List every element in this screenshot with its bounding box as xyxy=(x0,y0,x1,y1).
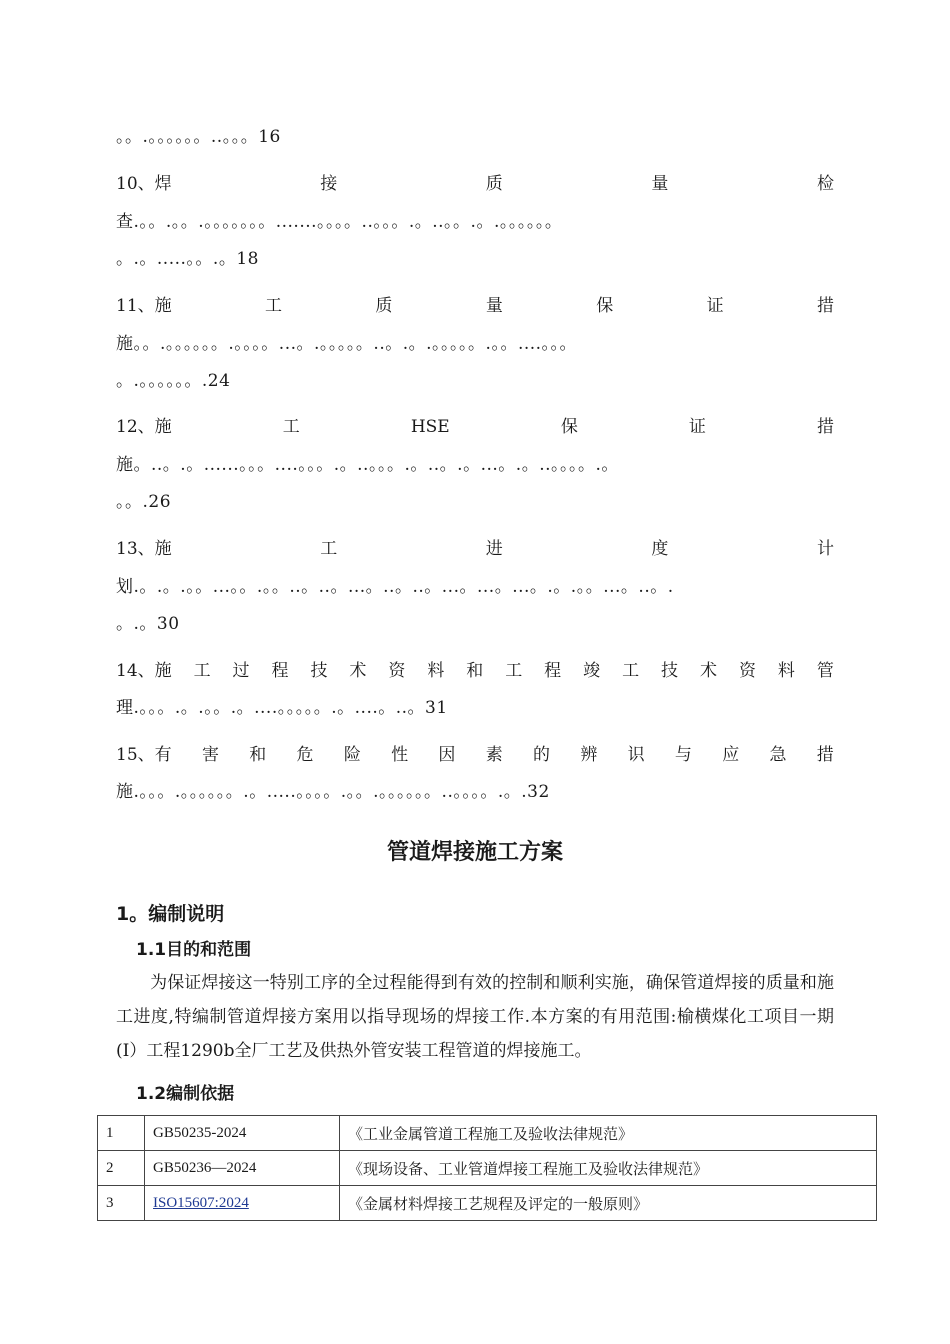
toc-heading-word: 10、焊 xyxy=(116,174,172,194)
toc-heading-word: 工 xyxy=(265,296,283,316)
toc-item-11-page: 。.。。。。。。.24 xyxy=(116,371,231,391)
toc-heading-word: 工 xyxy=(505,661,523,681)
toc-heading-word: 与 xyxy=(674,745,692,765)
toc-heading-word: 料 xyxy=(427,661,445,681)
toc-heading-word: 应 xyxy=(722,745,740,765)
paragraph-text: 为保证焊接这一特别工序的全过程能得到有效的控制和顺利实施，确保管道焊接的质量和施工进度,特编制管道焊接方案用以指导现场的焊接工作.本方案的有用范围:榆横煤化工项目一期(Ⅰ）工程1290b全厂工艺及供热外管安装工程管道的焊接施工。 xyxy=(116,973,834,1061)
toc-item-12-heading[interactable] xyxy=(116,415,834,439)
toc-heading-word: 工 xyxy=(193,661,211,681)
toc-line-top: 。。.。。。。。。..。。。16 xyxy=(116,127,281,147)
standard-code: GB50235-2024 xyxy=(145,1116,340,1151)
toc-heading-word: 资 xyxy=(738,661,756,681)
toc-heading-word: 竣 xyxy=(583,661,601,681)
toc-heading-word: 保 xyxy=(596,296,614,316)
toc-heading-word: 管 xyxy=(816,661,834,681)
standard-name: 《现场设备、工业管道焊接工程施工及验收法律规范》 xyxy=(340,1151,877,1186)
toc-item-15-leader: 施.。。。.。。。。。。.。.....。。。。.。。.。。。。。。..。。。。.。.32 xyxy=(116,782,550,802)
toc-heading-word: 度 xyxy=(651,539,669,559)
toc-heading-word: HSE xyxy=(410,417,450,437)
toc-heading-word: 料 xyxy=(777,661,795,681)
toc-item-10-leader: 查.。。.。。.。。。。。。。.......。。。。..。。。.。..。。.。.。。。。。。 xyxy=(116,212,563,232)
toc-heading-word: 的 xyxy=(533,745,551,765)
toc-item-13-leader: 划.。.。.。。...。。.。。..。..。...。..。..。...。...。...。.。.。。...。..。. xyxy=(116,577,674,597)
standard-code-cell xyxy=(145,1186,340,1221)
toc-heading-word: 措 xyxy=(816,745,834,765)
toc-item-10-page: 。.。.....。。.。18 xyxy=(116,249,259,269)
row-number: 1 xyxy=(98,1116,145,1151)
toc-heading-word: 检 xyxy=(816,174,834,194)
section-1-1-paragraph xyxy=(116,966,834,1068)
toc-heading-word: 危 xyxy=(296,745,314,765)
toc-item-14-leader: 理.。。。.。.。。.。....。。。。。.。....。..。31 xyxy=(116,698,448,718)
toc-heading-word: 险 xyxy=(343,745,361,765)
toc-item-13-page: 。.。30 xyxy=(116,614,180,634)
toc-item-11-heading[interactable] xyxy=(116,294,834,318)
toc-item-14-heading[interactable] xyxy=(116,659,834,683)
toc-heading-word: 害 xyxy=(201,745,219,765)
standard-link[interactable]: ISO15607:2024 xyxy=(153,1194,249,1211)
toc-heading-word: 资 xyxy=(388,661,406,681)
toc-item-12-page: 。。.26 xyxy=(116,492,172,512)
section-1-1-heading: 1.1目的和范围 xyxy=(136,940,252,960)
toc-heading-word: 和 xyxy=(249,745,267,765)
toc-heading-word: 计 xyxy=(816,539,834,559)
toc-item-12-leader: 施。..。.。......。。。....。。。.。..。。。.。..。.。...。.。..。。。。.。 xyxy=(116,455,619,475)
toc-heading-word: 质 xyxy=(375,296,393,316)
toc-heading-word: 因 xyxy=(438,745,456,765)
toc-heading-word: 急 xyxy=(769,745,787,765)
toc-heading-word: 和 xyxy=(466,661,484,681)
toc-heading-word: 12、施 xyxy=(116,417,172,437)
toc-heading-word: 程 xyxy=(271,661,289,681)
toc-heading-word: 过 xyxy=(232,661,250,681)
toc-heading-word: 术 xyxy=(699,661,717,681)
row-number: 2 xyxy=(98,1151,145,1186)
toc-heading-word: 13、施 xyxy=(116,539,172,559)
toc-heading-word: 11、施 xyxy=(116,296,172,316)
toc-item-13-heading[interactable] xyxy=(116,537,834,561)
table-row xyxy=(98,1186,877,1221)
toc-heading-word: 技 xyxy=(661,661,679,681)
standard-name: 《工业金属管道工程施工及验收法律规范》 xyxy=(340,1116,877,1151)
toc-heading-word: 性 xyxy=(391,745,409,765)
toc-heading-word: 措 xyxy=(816,296,834,316)
toc-heading-word: 15、有 xyxy=(116,745,172,765)
toc-heading-word: 工 xyxy=(320,539,338,559)
document-title: 管道焊接施工方案 xyxy=(386,840,563,865)
toc-item-15-heading[interactable] xyxy=(116,743,834,767)
section-1-heading: 1。编制说明 xyxy=(116,903,225,925)
toc-heading-word: 素 xyxy=(485,745,503,765)
toc-heading-word: 量 xyxy=(651,174,669,194)
toc-heading-word: 程 xyxy=(544,661,562,681)
toc-heading-word: 进 xyxy=(485,539,503,559)
toc-heading-word: 技 xyxy=(310,661,328,681)
toc-heading-word: 保 xyxy=(560,417,578,437)
toc-heading-word: 质 xyxy=(485,174,503,194)
toc-heading-word: 接 xyxy=(320,174,338,194)
row-number: 3 xyxy=(98,1186,145,1221)
toc-heading-word: 量 xyxy=(485,296,503,316)
toc-heading-word: 证 xyxy=(688,417,706,437)
table-row xyxy=(98,1116,877,1151)
toc-item-11-leader: 施。。.。。。。。。.。。。。...。.。。。。。..。.。.。。。。。.。。....。。。 xyxy=(116,334,578,354)
toc-heading-word: 工 xyxy=(282,417,300,437)
section-1-2-heading: 1.2编制依据 xyxy=(136,1084,235,1104)
standard-name: 《金属材料焊接工艺规程及评定的一般原则》 xyxy=(340,1186,877,1221)
table-row xyxy=(98,1151,877,1186)
toc-heading-word: 工 xyxy=(622,661,640,681)
toc-heading-word: 14、施 xyxy=(116,661,172,681)
toc-heading-word: 辨 xyxy=(580,745,598,765)
toc-item-10-heading[interactable] xyxy=(116,172,834,196)
toc-heading-word: 证 xyxy=(706,296,724,316)
toc-heading-word: 措 xyxy=(817,417,834,437)
standards-table xyxy=(97,1115,877,1221)
toc-heading-word: 术 xyxy=(349,661,367,681)
toc-heading-word: 识 xyxy=(627,745,645,765)
standard-code: GB50236—2024 xyxy=(145,1151,340,1186)
